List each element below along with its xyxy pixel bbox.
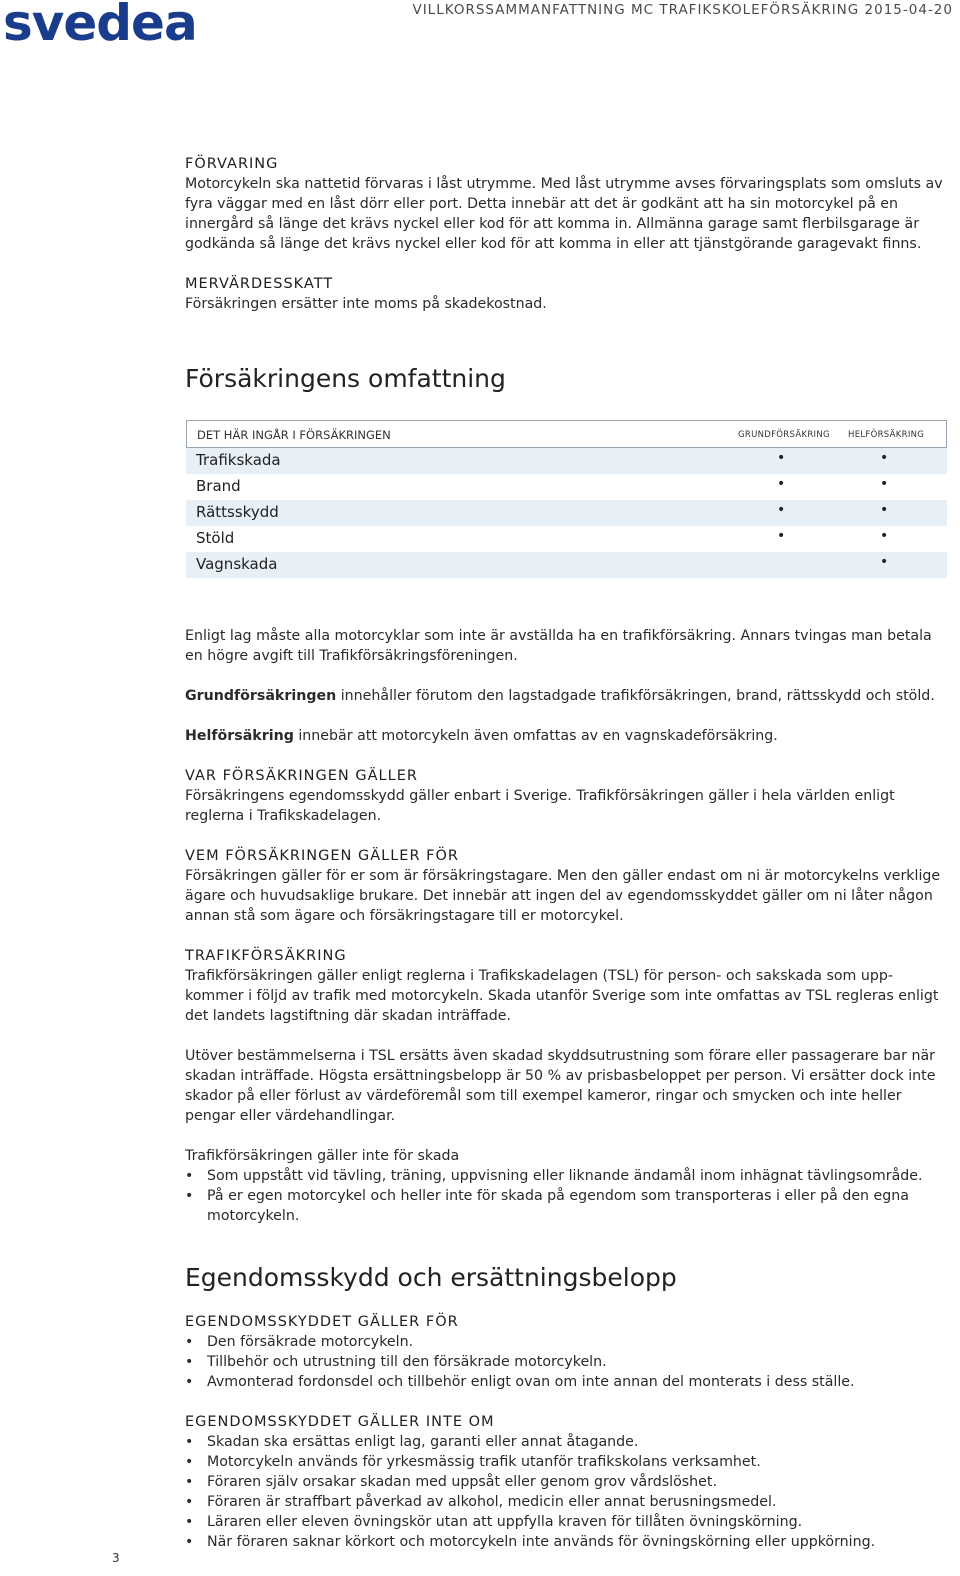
list-item <box>185 1332 950 1352</box>
trafik-p1: Trafikförsäkringen gäller enligt reglerna i Trafikskadelagen (TSL) för person- och sakskada som upp-kommer i följd av trafik med motorcykeln. Skada utanför Sverige som inte omfattas av TSL regleras enligt det landets lagstiftning där skadan inträffade. <box>185 968 939 1024</box>
bullet-icon: • <box>185 1374 194 1390</box>
table-row <box>186 448 947 474</box>
table-row <box>186 526 947 552</box>
document-header-title: VILLKORSSAMMANFATTNING MC TRAFIKSKOLEFÖRSÄKRING 2015-04-20 <box>412 2 953 18</box>
bullet-icon: • <box>185 1474 194 1490</box>
col-header-hel: HELFÖRSÄKRING <box>848 430 925 440</box>
list-item <box>185 1452 950 1472</box>
hel-mark: • <box>880 450 889 466</box>
coverage-table-header <box>186 420 947 448</box>
bullet-icon: • <box>185 1514 194 1530</box>
grund-term: Grundförsäkringen <box>185 688 337 704</box>
list-item <box>185 1186 950 1226</box>
list-item <box>185 1166 950 1186</box>
omfattning-heading: Försäkringens omfattning <box>185 364 506 393</box>
egendom-galler-heading: EGENDOMSSKYDDET GÄLLER FÖR <box>185 1314 459 1330</box>
list-item <box>185 1372 950 1392</box>
list-item <box>185 1532 950 1552</box>
list-item-text: Motorcykeln används för yrkesmässig trafik utanför trafikskolans verksamhet. <box>207 1454 761 1470</box>
list-item <box>185 1512 950 1532</box>
list-item-text: På er egen motorcykel och heller inte för skada på egendom som transporteras i eller på den egna motorcykeln. <box>207 1188 909 1224</box>
hel-paragraph <box>185 726 950 746</box>
egendom-heading: Egendomsskydd och ersättningsbelopp <box>185 1263 677 1292</box>
col-header-grund: GRUNDFÖRSÄKRING <box>738 430 830 440</box>
table-row <box>186 500 947 526</box>
list-item <box>185 1492 950 1512</box>
col-header-included: DET HÄR INGÅR I FÖRSÄKRINGEN <box>197 428 391 442</box>
bullet-icon: • <box>185 1188 194 1204</box>
moms-text: Försäkringen ersätter inte moms på skadekostnad. <box>185 296 547 312</box>
list-item-text: Föraren själv orsakar skadan med uppsåt eller genom grov vårdslöshet. <box>207 1474 717 1490</box>
trafik-p2: Utöver bestämmelserna i TSL ersätts även skadad skyddsutrustning som förare eller passagerare bar när skadan inträffade. Högsta ersättningsbelopp är 50 % av prisbasbeloppet per person. Vi ersätter dock inte skador på eller förlust av värdeföremål som till exempel kameror, ringar och smycken och inte heller pengar eller värdehandlingar. <box>185 1048 936 1124</box>
row-name: Vagnskada <box>196 555 278 573</box>
list-item-text: Läraren eller eleven övningskör utan att uppfylla kraven för tillåten övningskörning. <box>207 1514 803 1530</box>
grund-mark: • <box>777 476 786 492</box>
list-item <box>185 1432 950 1452</box>
grund-mark: • <box>777 450 786 466</box>
trafik-exclusion-list <box>185 1166 950 1226</box>
page-number: 3 <box>112 1551 120 1565</box>
bullet-icon: • <box>185 1168 194 1184</box>
omfattning-heading-wrap <box>185 364 950 394</box>
forvaring-text: Motorcykeln ska nattetid förvaras i låst utrymme. Med låst utrymme avses förvaringsplats som omsluts av fyra väggar med en låst dörr eller port. Detta innebär att det är godkänt att ha sin motorcykel på en innergård så länge det krävs nyckel eller kod för att komma in. Allmänna garage samt flerbilsgarage är godkända så länge det krävs nyckel eller kod för att komma in eller att tjänstgörande garagevakt finns. <box>185 176 943 252</box>
var-section <box>185 766 950 826</box>
egendom-section <box>185 1263 950 1552</box>
svedea-logo: svedea <box>3 0 197 52</box>
moms-heading: MERVÄRDESSKATT <box>185 276 334 292</box>
grund-mark: • <box>777 502 786 518</box>
bullet-icon: • <box>185 1334 194 1350</box>
egendom-inte-list <box>185 1432 950 1552</box>
grund-mark: • <box>777 528 786 544</box>
hel-mark: • <box>880 554 889 570</box>
trafik-p3: Trafikförsäkringen gäller inte för skada <box>185 1148 460 1164</box>
bullet-icon: • <box>185 1434 194 1450</box>
hel-mark: • <box>880 476 889 492</box>
trafik-section <box>185 946 950 1226</box>
vem-text: Försäkringen gäller för er som är försäkringstagare. Men den gäller endast om ni är motorcykelns verklige ägare och huvudsaklige brukare. Det innebär att ingen del av egendomsskyddet gäller om ni låter någon annan stå som ägare och försäkringstagare till er motorcykel. <box>185 868 941 924</box>
row-name: Rättsskydd <box>196 503 279 521</box>
forvaring-heading: FÖRVARING <box>185 156 279 172</box>
list-item <box>185 1352 950 1372</box>
list-item-text: Som uppstått vid tävling, träning, uppvisning eller liknande ändamål inom inhägnat tävlingsområde. <box>207 1168 923 1184</box>
grund-paragraph <box>185 686 950 706</box>
moms-section <box>185 274 950 314</box>
hel-mark: • <box>880 502 889 518</box>
bullet-icon: • <box>185 1354 194 1370</box>
coverage-table <box>186 420 947 578</box>
list-item-text: Föraren är straffbart påverkad av alkohol, medicin eller annat berusningsmedel. <box>207 1494 777 1510</box>
trafik-law-paragraph: Enligt lag måste alla motorcyklar som inte är avställda ha en trafikförsäkring. Annars tvingas man betala en högre avgift till Trafikförsäkringsföreningen. <box>185 628 932 664</box>
hel-term: Helförsäkring <box>185 728 294 744</box>
row-name: Trafikskada <box>196 451 281 469</box>
grund-description: innehåller förutom den lagstadgade trafikförsäkringen, brand, rättsskydd och stöld. <box>336 688 935 704</box>
var-heading: VAR FÖRSÄKRINGEN GÄLLER <box>185 768 418 784</box>
trafik-heading: TRAFIKFÖRSÄKRING <box>185 948 347 964</box>
egendom-galler-list <box>185 1332 950 1392</box>
row-name: Brand <box>196 477 241 495</box>
row-name: Stöld <box>196 529 235 547</box>
hel-description: innebär att motorcykeln även omfattas av en vagnskadeförsäkring. <box>293 728 778 744</box>
omfattning-text <box>185 626 950 746</box>
list-item-text: Den försäkrade motorcykeln. <box>207 1334 414 1350</box>
list-item-text: Avmonterad fordonsdel och tillbehör enligt ovan om inte annan del monterats i dess ställe. <box>207 1374 855 1390</box>
egendom-inte-heading: EGENDOMSSKYDDET GÄLLER INTE OM <box>185 1414 495 1430</box>
list-item <box>185 1472 950 1492</box>
vem-heading: VEM FÖRSÄKRINGEN GÄLLER FÖR <box>185 848 459 864</box>
table-row <box>186 552 947 578</box>
list-item-text: Skadan ska ersättas enligt lag, garanti eller annat åtagande. <box>207 1434 639 1450</box>
bullet-icon: • <box>185 1534 194 1550</box>
bullet-icon: • <box>185 1494 194 1510</box>
table-row <box>186 474 947 500</box>
forvaring-section <box>185 154 950 254</box>
var-text: Försäkringens egendomsskydd gäller enbart i Sverige. Trafikförsäkringen gäller i hela världen enligt reglerna i Trafikskadelagen. <box>185 788 895 824</box>
bullet-icon: • <box>185 1454 194 1470</box>
list-item-text: När föraren saknar körkort och motorcykeln inte används för övningskörning eller uppkörning. <box>207 1534 876 1550</box>
hel-mark: • <box>880 528 889 544</box>
vem-section <box>185 846 950 926</box>
list-item-text: Tillbehör och utrustning till den försäkrade motorcykeln. <box>207 1354 607 1370</box>
